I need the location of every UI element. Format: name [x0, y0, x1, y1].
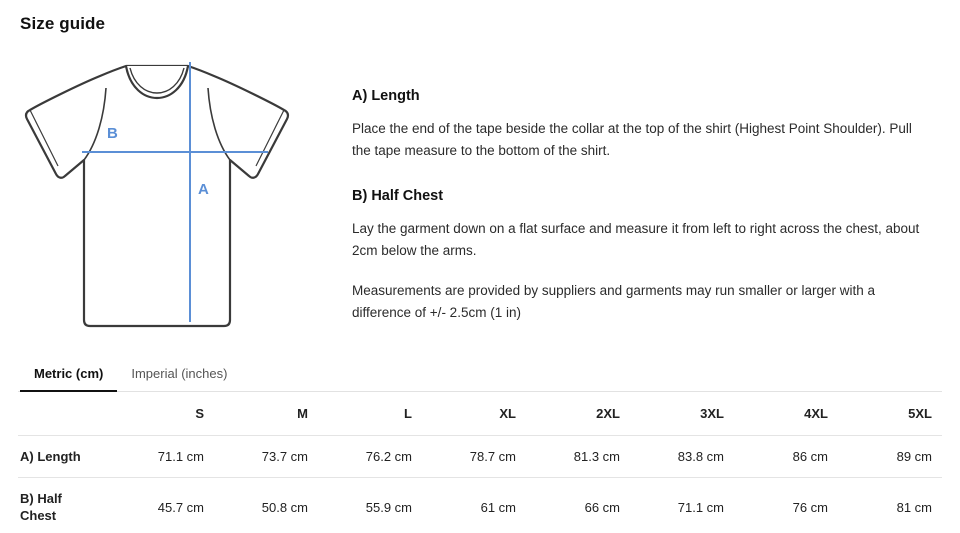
cell-length-5xl: 89 cm: [838, 436, 942, 478]
cell-length-l: 76.2 cm: [318, 436, 422, 478]
tab-imperial[interactable]: Imperial (inches): [131, 366, 228, 381]
table-col-l: L: [318, 392, 422, 436]
row-label-half-chest: B) Half Chest: [18, 478, 110, 533]
table-col-m: M: [214, 392, 318, 436]
table-corner-header: [18, 392, 110, 436]
cell-length-m: 73.7 cm: [214, 436, 318, 478]
table-row: [18, 478, 942, 533]
cell-length-2xl: 81.3 cm: [526, 436, 630, 478]
page-title: Size guide: [20, 14, 106, 33]
size-table: [18, 392, 942, 533]
cell-chest-4xl: 76 cm: [734, 478, 838, 533]
tshirt-diagram: [18, 40, 336, 328]
cell-length-s: 71.1 cm: [110, 436, 214, 478]
table-col-s: S: [110, 392, 214, 436]
cell-length-xl: 78.7 cm: [422, 436, 526, 478]
heading-half-chest: B) Half Chest: [352, 188, 444, 204]
table-col-4xl: 4XL: [734, 392, 838, 436]
cell-chest-2xl: 66 cm: [526, 478, 630, 533]
table-col-xl: XL: [422, 392, 526, 436]
heading-length: A) Length: [352, 88, 420, 104]
table-col-3xl: 3XL: [630, 392, 734, 436]
instructions-panel: [336, 40, 942, 342]
cell-chest-xl: 61 cm: [422, 478, 526, 533]
diagram-label-a: A: [198, 181, 209, 198]
cell-length-3xl: 83.8 cm: [630, 436, 734, 478]
text-half-chest: Lay the garment down on a flat surface and measure it from left to right across the chest, about 2cm below the arms.: [352, 221, 920, 258]
table-header-row: [18, 392, 942, 436]
table-row: [18, 436, 942, 478]
table-col-2xl: 2XL: [526, 392, 630, 436]
tab-metric[interactable]: Metric (cm): [20, 360, 117, 392]
diagram-label-b: B: [107, 125, 118, 142]
cell-chest-5xl: 81 cm: [838, 478, 942, 533]
cell-chest-3xl: 71.1 cm: [630, 478, 734, 533]
text-measurement-note: Measurements are provided by suppliers and garments may run smaller or larger with a difference of +/- 2.5cm (1 in): [352, 283, 875, 320]
text-length: Place the end of the tape beside the collar at the top of the shirt (Highest Point Shoulder). Pull the tape measure to the bottom of the shirt.: [352, 121, 912, 158]
cell-chest-s: 45.7 cm: [110, 478, 214, 533]
table-col-5xl: 5XL: [838, 392, 942, 436]
cell-chest-m: 50.8 cm: [214, 478, 318, 533]
size-guide-top-area: [18, 40, 942, 340]
unit-tabs: [18, 360, 942, 392]
row-label-length: A) Length: [18, 436, 110, 478]
cell-chest-l: 55.9 cm: [318, 478, 422, 533]
tshirt-illustration: [18, 48, 318, 328]
cell-length-4xl: 86 cm: [734, 436, 838, 478]
